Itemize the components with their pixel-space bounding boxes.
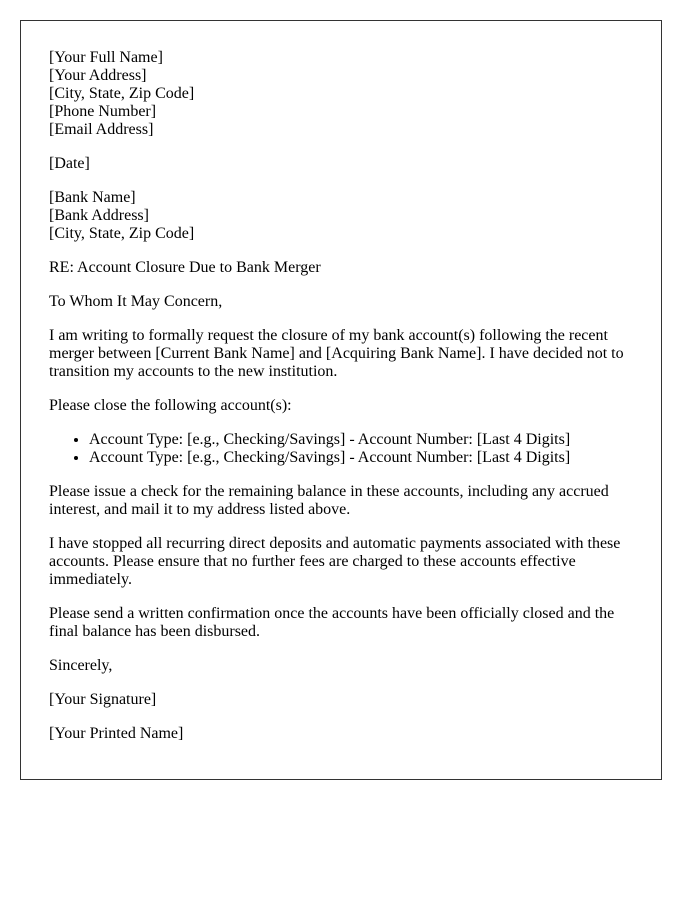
signature: [Your Signature]	[49, 691, 157, 708]
printed-name: [Your Printed Name]	[49, 725, 184, 742]
list-intro: Please close the following account(s):	[49, 397, 292, 414]
sender-phone: [Phone Number]	[49, 103, 157, 120]
confirmation-paragraph: Please send a written confirmation once the accounts have been officially closed and the final balance has been disbursed.	[49, 605, 615, 640]
sender-name: [Your Full Name]	[49, 49, 163, 66]
salutation: To Whom It May Concern,	[49, 293, 223, 310]
account-list	[49, 431, 633, 467]
sender-block	[49, 49, 633, 139]
recipient-block	[49, 189, 633, 243]
sender-email: [Email Address]	[49, 121, 154, 138]
subject-line: RE: Account Closure Due to Bank Merger	[49, 259, 321, 276]
closing: Sincerely,	[49, 657, 113, 674]
bank-name: [Bank Name]	[49, 189, 136, 206]
sender-city: [City, State, Zip Code]	[49, 85, 195, 102]
intro-paragraph: I am writing to formally request the closure of my bank account(s) following the recent merger between [Current Bank Name] and [Acquiring Bank Name]. I have decided not to transition my accounts to the new institution.	[49, 327, 624, 380]
sender-address: [Your Address]	[49, 67, 147, 84]
balance-paragraph: Please issue a check for the remaining balance in these accounts, including any accrued interest, and mail it to my address listed above.	[49, 483, 609, 518]
bank-city: [City, State, Zip Code]	[49, 225, 195, 242]
account-item: • Account Type: [e.g., Checking/Savings] - Account Number: [Last 4 Digits]	[89, 431, 633, 449]
bank-address: [Bank Address]	[49, 207, 149, 224]
date: [Date]	[49, 155, 90, 172]
letter	[20, 20, 662, 780]
deposits-paragraph: I have stopped all recurring direct deposits and automatic payments associated with these accounts. Please ensure that no further fees are charged to these accounts effective immediately.	[49, 535, 621, 588]
account-item: • Account Type: [e.g., Checking/Savings] - Account Number: [Last 4 Digits]	[89, 449, 633, 467]
